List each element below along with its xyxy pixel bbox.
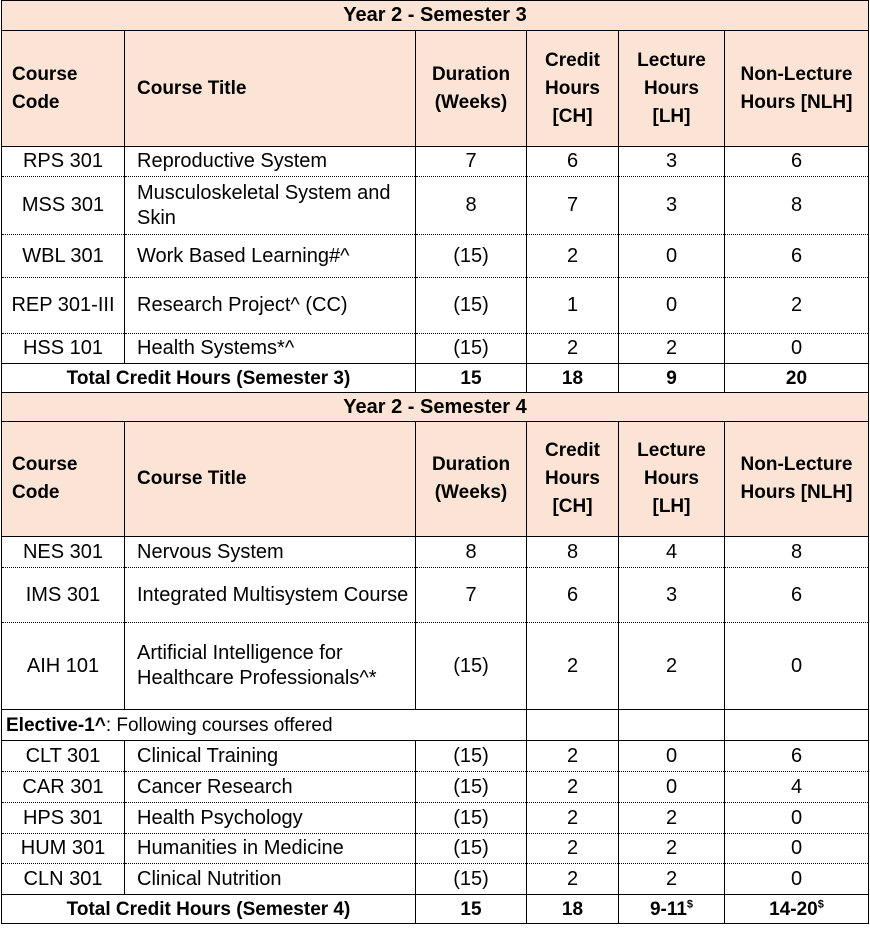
lecture-hours: 3 <box>619 177 725 235</box>
course-code: MSS 301 <box>2 177 125 235</box>
course-code: CLN 301 <box>2 864 125 895</box>
table-row <box>2 278 869 334</box>
non-lecture-hours: 0 <box>725 623 869 710</box>
lecture-hours: 0 <box>619 741 725 772</box>
non-lecture-hours: 4 <box>725 772 869 803</box>
total-non-lecture-hours-cell <box>725 895 869 924</box>
credit-hours: 6 <box>527 568 619 623</box>
course-code: IMS 301 <box>2 568 125 623</box>
header-lecture-hours: Lecture Hours [LH] <box>619 31 725 147</box>
semester-4-title: Year 2 - Semester 4 <box>2 393 869 422</box>
course-code: NES 301 <box>2 537 125 568</box>
course-title: Clinical Training <box>125 741 416 772</box>
credit-hours: 2 <box>527 772 619 803</box>
non-lecture-hours: 8 <box>725 537 869 568</box>
duration: (15) <box>416 623 527 710</box>
duration: (15) <box>416 741 527 772</box>
non-lecture-hours: 0 <box>725 864 869 895</box>
lecture-hours: 3 <box>619 568 725 623</box>
table-row <box>2 834 869 864</box>
non-lecture-hours: 2 <box>725 278 869 334</box>
total-label: Total Credit Hours (Semester 4) <box>2 895 416 924</box>
curriculum-table <box>1 0 869 924</box>
elective-text: : Following courses offered <box>105 714 333 736</box>
total-non-lecture-hours: 20 <box>725 364 869 393</box>
semester-4-header-row <box>2 422 869 537</box>
semester-3-title: Year 2 - Semester 3 <box>2 1 869 31</box>
table-row <box>2 623 869 710</box>
duration: (15) <box>416 334 527 364</box>
table-row <box>2 177 869 235</box>
table-row <box>2 334 869 364</box>
course-title: Cancer Research <box>125 772 416 803</box>
credit-hours: 2 <box>527 803 619 834</box>
lecture-hours: 2 <box>619 623 725 710</box>
total-credit-hours: 18 <box>527 364 619 393</box>
non-lecture-hours: 0 <box>725 334 869 364</box>
empty-cell <box>725 710 869 741</box>
non-lecture-hours: 6 <box>725 568 869 623</box>
table-row <box>2 147 869 177</box>
non-lecture-hours: 6 <box>725 147 869 177</box>
credit-hours: 1 <box>527 278 619 334</box>
elective-label: Elective-1^ <box>6 714 106 736</box>
course-code: HSS 101 <box>2 334 125 364</box>
course-title: Clinical Nutrition <box>125 864 416 895</box>
lecture-hours: 2 <box>619 803 725 834</box>
duration: 8 <box>416 537 527 568</box>
semester-3-total-row <box>2 364 869 393</box>
course-title: Work Based Learning#^ <box>125 235 416 278</box>
duration: (15) <box>416 803 527 834</box>
non-lecture-hours: 6 <box>725 741 869 772</box>
duration: 7 <box>416 568 527 623</box>
non-lecture-hours: 0 <box>725 803 869 834</box>
header-duration: Duration (Weeks) <box>416 31 527 147</box>
course-title: Reproductive System <box>125 147 416 177</box>
course-code: WBL 301 <box>2 235 125 278</box>
credit-hours: 2 <box>527 623 619 710</box>
duration: (15) <box>416 834 527 864</box>
header-lecture-hours: Lecture Hours [LH] <box>619 422 725 537</box>
course-title: Research Project^ (CC) <box>125 278 416 334</box>
credit-hours: 2 <box>527 235 619 278</box>
empty-cell <box>527 710 619 741</box>
total-label: Total Credit Hours (Semester 3) <box>2 364 416 393</box>
course-title: Integrated Multisystem Course <box>125 568 416 623</box>
table-row <box>2 803 869 834</box>
credit-hours: 6 <box>527 147 619 177</box>
lecture-hours: 3 <box>619 147 725 177</box>
header-credit-hours: Credit Hours [CH] <box>527 422 619 537</box>
lecture-hours-footnote-marker: $ <box>686 898 694 911</box>
credit-hours: 2 <box>527 864 619 895</box>
duration: (15) <box>416 772 527 803</box>
course-code: REP 301-III <box>2 278 125 334</box>
credit-hours: 2 <box>527 741 619 772</box>
course-title: Humanities in Medicine <box>125 834 416 864</box>
total-lecture-hours: 9-11 <box>649 898 687 920</box>
empty-cell <box>619 710 725 741</box>
semester-3-header-row <box>2 31 869 147</box>
header-course-title: Course Title <box>125 422 416 537</box>
header-non-lecture-hours: Non-Lecture Hours [NLH] <box>725 422 869 537</box>
lecture-hours: 2 <box>619 834 725 864</box>
table-row <box>2 235 869 278</box>
table-row <box>2 537 869 568</box>
lecture-hours: 2 <box>619 334 725 364</box>
table-row <box>2 772 869 803</box>
table-row <box>2 864 869 895</box>
total-duration: 15 <box>416 364 527 393</box>
total-non-lecture-hours: 14-20 <box>769 898 818 920</box>
semester-3-title-row <box>2 1 869 31</box>
header-course-code: Course Code <box>2 31 125 147</box>
lecture-hours: 0 <box>619 278 725 334</box>
duration: (15) <box>416 235 527 278</box>
credit-hours: 2 <box>527 334 619 364</box>
lecture-hours: 4 <box>619 537 725 568</box>
duration: (15) <box>416 278 527 334</box>
course-code: RPS 301 <box>2 147 125 177</box>
table-row <box>2 568 869 623</box>
elective-caption <box>2 710 527 741</box>
header-course-code: Course Code <box>2 422 125 537</box>
semester-4-title-row <box>2 393 869 422</box>
total-lecture-hours: 9 <box>619 364 725 393</box>
lecture-hours: 0 <box>619 235 725 278</box>
non-lecture-hours: 0 <box>725 834 869 864</box>
non-lecture-hours-footnote-marker: $ <box>817 898 824 911</box>
course-code: HUM 301 <box>2 834 125 864</box>
header-non-lecture-hours: Non-Lecture Hours [NLH] <box>725 31 869 147</box>
course-title: Artificial Intelligence for Healthcare Professionals^* <box>125 623 416 710</box>
non-lecture-hours: 8 <box>725 177 869 235</box>
duration: 7 <box>416 147 527 177</box>
course-code: CAR 301 <box>2 772 125 803</box>
total-lecture-hours-cell <box>619 895 725 924</box>
course-code: HPS 301 <box>2 803 125 834</box>
credit-hours: 7 <box>527 177 619 235</box>
total-credit-hours: 18 <box>527 895 619 924</box>
table-row <box>2 741 869 772</box>
course-code: CLT 301 <box>2 741 125 772</box>
credit-hours: 2 <box>527 834 619 864</box>
duration: (15) <box>416 864 527 895</box>
lecture-hours: 0 <box>619 772 725 803</box>
header-credit-hours: Credit Hours [CH] <box>527 31 619 147</box>
lecture-hours: 2 <box>619 864 725 895</box>
course-title: Nervous System <box>125 537 416 568</box>
semester-4-total-row <box>2 895 869 924</box>
total-duration: 15 <box>416 895 527 924</box>
elective-row <box>2 710 869 741</box>
duration: 8 <box>416 177 527 235</box>
non-lecture-hours: 6 <box>725 235 869 278</box>
credit-hours: 8 <box>527 537 619 568</box>
header-duration: Duration (Weeks) <box>416 422 527 537</box>
course-title: Musculoskeletal System and Skin <box>125 177 416 235</box>
course-code: AIH 101 <box>2 623 125 710</box>
course-title: Health Systems*^ <box>125 334 416 364</box>
header-course-title: Course Title <box>125 31 416 147</box>
course-title: Health Psychology <box>125 803 416 834</box>
